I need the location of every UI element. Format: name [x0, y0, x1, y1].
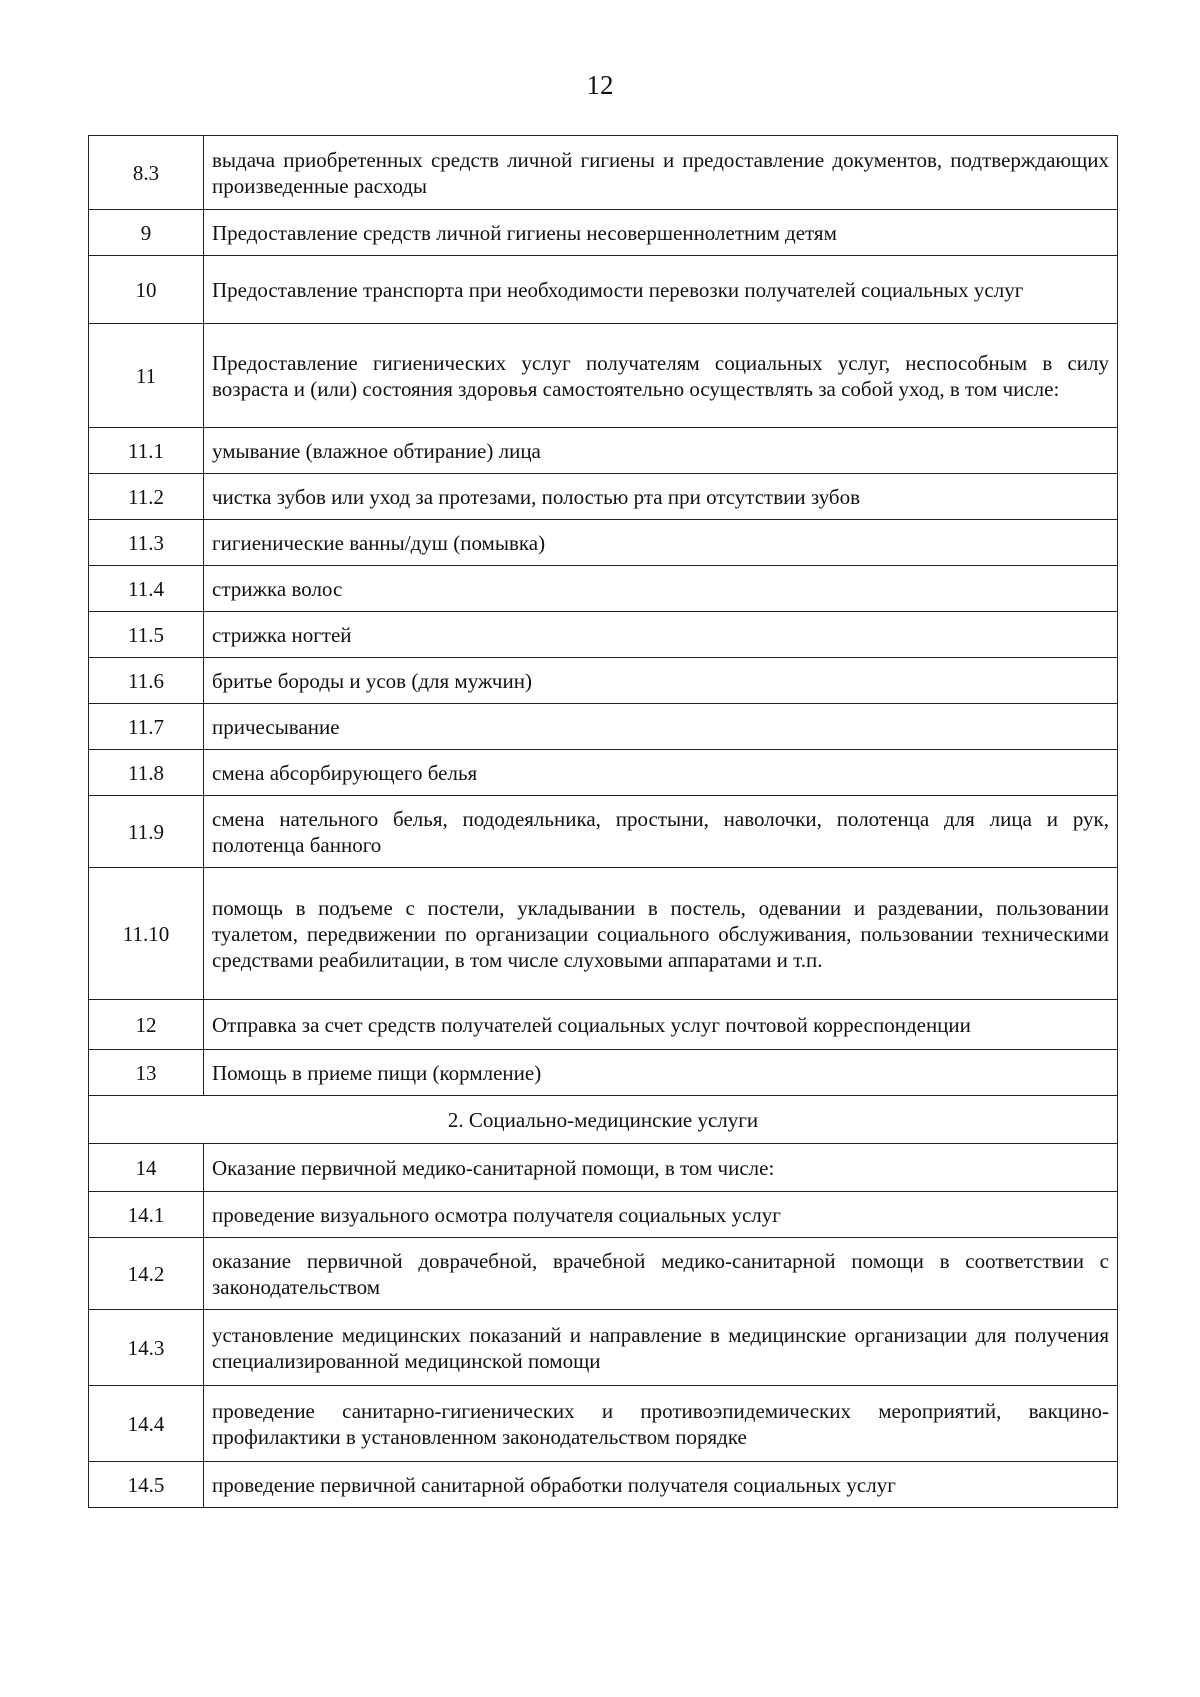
section-heading: 2. Социально-медицинские услуги: [89, 1096, 1118, 1144]
row-text: гигиенические ванны/душ (помывка): [204, 520, 1118, 566]
row-text: оказание первичной доврачебной, врачебной медико-санитарной помощи в соответствии с законодательством: [204, 1238, 1118, 1310]
row-text: стрижка волос: [204, 566, 1118, 612]
page-number: 12: [586, 70, 614, 100]
services-table: [88, 135, 1118, 1508]
row-number: 11.10: [89, 868, 204, 1000]
row-text: установление медицинских показаний и направление в медицинские организации для получения специализированной медицинской помощи: [204, 1310, 1118, 1386]
table-row: [89, 474, 1118, 520]
table-row: [89, 1386, 1118, 1462]
row-text: Предоставление транспорта при необходимости перевозки получателей социальных услуг: [204, 256, 1118, 324]
row-number: 9: [89, 210, 204, 256]
row-number: 11.3: [89, 520, 204, 566]
table-row: [89, 1144, 1118, 1192]
table-row: [89, 520, 1118, 566]
table-row: [89, 612, 1118, 658]
row-text: проведение санитарно-гигиенических и противоэпидемических мероприятий, вакцино-профилактики в установленном законодательством порядке: [204, 1386, 1118, 1462]
row-number: 14.3: [89, 1310, 204, 1386]
table-row: [89, 1050, 1118, 1096]
row-number: 8.3: [89, 136, 204, 210]
table-row: [89, 566, 1118, 612]
table-row: [89, 704, 1118, 750]
row-number: 14.1: [89, 1192, 204, 1238]
table-row: [89, 1310, 1118, 1386]
row-text: Предоставление гигиенических услуг получателям социальных услуг, неспособным в силу возраста и (или) состояния здоровья самостоятельно осуществлять за собой уход, в том числе:: [204, 324, 1118, 428]
row-number: 11.9: [89, 796, 204, 868]
row-text: Помощь в приеме пищи (кормление): [204, 1050, 1118, 1096]
row-number: 11.8: [89, 750, 204, 796]
row-number: 14.4: [89, 1386, 204, 1462]
row-text: Отправка за счет средств получателей социальных услуг почтовой корреспонденции: [204, 1000, 1118, 1050]
row-text: помощь в подъеме с постели, укладывании в постель, одевании и раздевании, пользовании туалетом, передвижении по организации социального обслуживания, пользовании техническими средствами реабилитации, в том числе слуховыми аппаратами и т.п.: [204, 868, 1118, 1000]
row-text: умывание (влажное обтирание) лица: [204, 428, 1118, 474]
row-number: 14.2: [89, 1238, 204, 1310]
row-number: 13: [89, 1050, 204, 1096]
row-text: причесывание: [204, 704, 1118, 750]
row-number: 14: [89, 1144, 204, 1192]
table-row: [89, 868, 1118, 1000]
row-number: 10: [89, 256, 204, 324]
row-number: 14.5: [89, 1462, 204, 1508]
table-row: [89, 256, 1118, 324]
row-text: стрижка ногтей: [204, 612, 1118, 658]
row-text: Оказание первичной медико-санитарной помощи, в том числе:: [204, 1144, 1118, 1192]
row-number: 11.5: [89, 612, 204, 658]
table-row: [89, 796, 1118, 868]
row-number: 12: [89, 1000, 204, 1050]
table-row: [89, 1462, 1118, 1508]
table-row: [89, 658, 1118, 704]
table-row: [89, 428, 1118, 474]
row-number: 11.2: [89, 474, 204, 520]
section-heading-row: [89, 1096, 1118, 1144]
row-text: смена абсорбирующего белья: [204, 750, 1118, 796]
row-text: проведение визуального осмотра получателя социальных услуг: [204, 1192, 1118, 1238]
row-text: выдача приобретенных средств личной гигиены и предоставление документов, подтверждающих произведенные расходы: [204, 136, 1118, 210]
row-number: 11.4: [89, 566, 204, 612]
table-row: [89, 136, 1118, 210]
row-text: бритье бороды и усов (для мужчин): [204, 658, 1118, 704]
row-text: проведение первичной санитарной обработки получателя социальных услуг: [204, 1462, 1118, 1508]
row-number: 11.1: [89, 428, 204, 474]
table-row: [89, 324, 1118, 428]
row-number: 11: [89, 324, 204, 428]
row-text: чистка зубов или уход за протезами, полостью рта при отсутствии зубов: [204, 474, 1118, 520]
row-text: смена нательного белья, пододеяльника, простыни, наволочки, полотенца для лица и рук, полотенца банного: [204, 796, 1118, 868]
table-row: [89, 1192, 1118, 1238]
row-number: 11.7: [89, 704, 204, 750]
table-row: [89, 1000, 1118, 1050]
row-text: Предоставление средств личной гигиены несовершеннолетним детям: [204, 210, 1118, 256]
table-row: [89, 750, 1118, 796]
table-row: [89, 1238, 1118, 1310]
row-number: 11.6: [89, 658, 204, 704]
table-row: [89, 210, 1118, 256]
